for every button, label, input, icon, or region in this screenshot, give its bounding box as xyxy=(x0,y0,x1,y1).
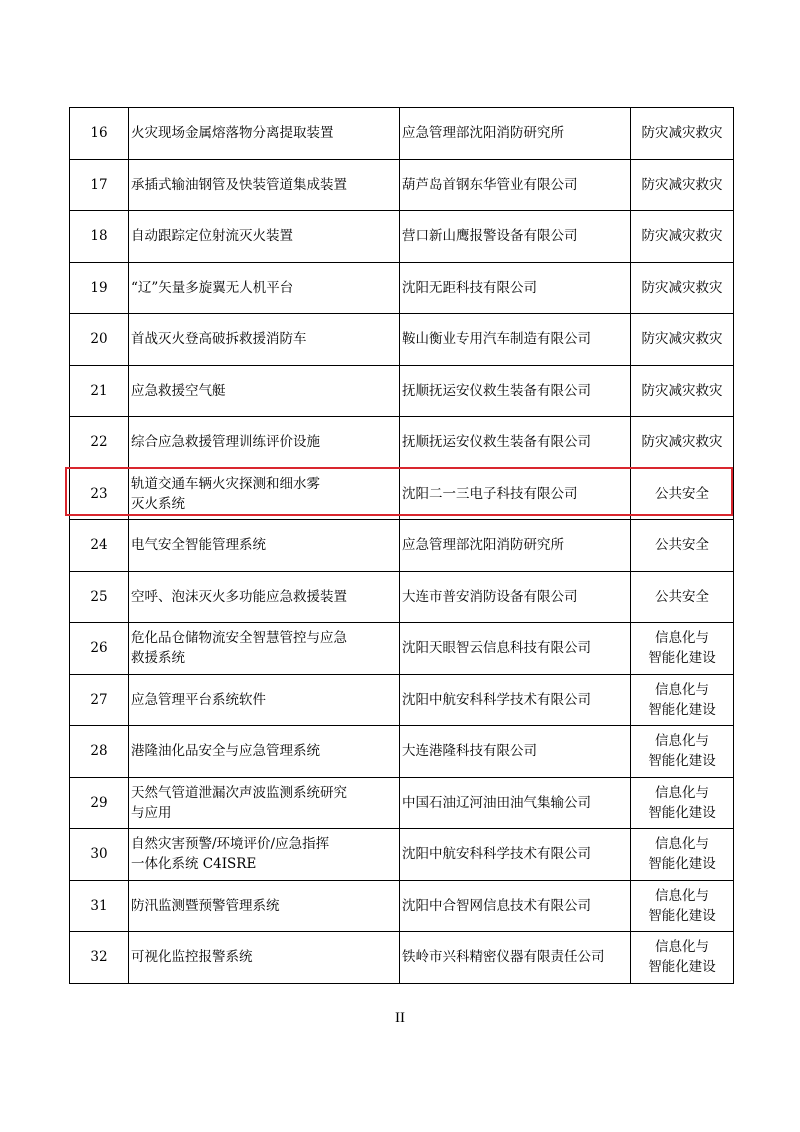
category-label: 信息化与 xyxy=(655,836,709,853)
row-number: 20 xyxy=(70,314,129,366)
row-number: 18 xyxy=(70,211,129,263)
organization-cell: 沈阳二一三电子科技有限公司 xyxy=(400,468,631,520)
category-cell xyxy=(631,108,734,160)
row-number: 28 xyxy=(70,726,129,778)
project-name: 轨道交通车辆火灾探测和细水雾 xyxy=(131,475,320,492)
project-name-cell xyxy=(129,468,400,520)
category-cell xyxy=(631,726,734,778)
row-number: 16 xyxy=(70,108,129,160)
project-name: 空呼、泡沫灭火多功能应急救援装置 xyxy=(131,588,347,605)
organization-cell: 铁岭市兴科精密仪器有限责任公司 xyxy=(400,932,631,984)
table-row xyxy=(70,726,734,778)
project-name: 灭火系统 xyxy=(131,495,185,512)
row-number: 24 xyxy=(70,520,129,572)
category-cell xyxy=(631,262,734,314)
project-name: 一体化系统 C4ISRE xyxy=(131,856,257,873)
project-name-cell xyxy=(129,880,400,932)
table-row xyxy=(70,211,734,263)
category-cell xyxy=(631,417,734,469)
category-label: 智能化建设 xyxy=(648,650,716,667)
project-name: 可视化监控报警系统 xyxy=(131,949,253,966)
category-cell xyxy=(631,211,734,263)
category-label: 信息化与 xyxy=(655,630,709,647)
project-name: 火灾现场金属熔落物分离提取装置 xyxy=(131,125,334,142)
organization-cell: 大连市普安消防设备有限公司 xyxy=(400,571,631,623)
project-name: 自然灾害预警/环境评价/应急指挥 xyxy=(131,836,330,853)
project-name-cell xyxy=(129,417,400,469)
row-number: 25 xyxy=(70,571,129,623)
table-row xyxy=(70,108,734,160)
category-cell xyxy=(631,674,734,726)
project-name-cell xyxy=(129,932,400,984)
project-name: 电气安全智能管理系统 xyxy=(131,537,266,554)
project-name-cell xyxy=(129,108,400,160)
row-number: 29 xyxy=(70,777,129,829)
project-name: 危化品仓储物流安全智慧管控与应急 xyxy=(131,630,347,647)
project-name-cell xyxy=(129,211,400,263)
category-label: 信息化与 xyxy=(655,733,709,750)
organization-cell: 营口新山鹰报警设备有限公司 xyxy=(400,211,631,263)
row-number: 17 xyxy=(70,159,129,211)
category-label: 防灾减灾救灾 xyxy=(641,382,723,399)
category-label: 信息化与 xyxy=(655,939,709,956)
row-number: 21 xyxy=(70,365,129,417)
organization-cell: 沈阳天眼智云信息科技有限公司 xyxy=(400,623,631,675)
project-name-cell xyxy=(129,623,400,675)
organization-cell: 应急管理部沈阳消防研究所 xyxy=(400,108,631,160)
category-label: 智能化建设 xyxy=(648,959,716,976)
project-name: 综合应急救援管理训练评价设施 xyxy=(131,434,320,451)
table-row xyxy=(70,880,734,932)
category-label: 防灾减灾救灾 xyxy=(641,279,723,296)
category-label: 智能化建设 xyxy=(648,856,716,873)
category-label: 智能化建设 xyxy=(648,804,716,821)
category-label: 智能化建设 xyxy=(648,701,716,718)
organization-cell: 沈阳中航安科科学技术有限公司 xyxy=(400,674,631,726)
table-row xyxy=(70,623,734,675)
table-row xyxy=(70,932,734,984)
project-name: 承插式输油钢管及快装管道集成装置 xyxy=(131,176,347,193)
category-label: 公共安全 xyxy=(655,588,709,605)
category-label: 防灾减灾救灾 xyxy=(641,125,723,142)
table-row xyxy=(70,520,734,572)
category-cell xyxy=(631,365,734,417)
category-label: 信息化与 xyxy=(655,887,709,904)
table-row xyxy=(70,468,734,520)
project-name-cell xyxy=(129,314,400,366)
category-label: 智能化建设 xyxy=(648,907,716,924)
organization-cell: 大连港隆科技有限公司 xyxy=(400,726,631,778)
project-name-cell xyxy=(129,262,400,314)
row-number: 30 xyxy=(70,829,129,881)
category-cell xyxy=(631,932,734,984)
project-name: 救援系统 xyxy=(131,650,185,667)
organization-cell: 沈阳中航安科科学技术有限公司 xyxy=(400,829,631,881)
organization-cell: 抚顺抚运安仪救生装备有限公司 xyxy=(400,365,631,417)
table-row xyxy=(70,314,734,366)
category-label: 公共安全 xyxy=(655,485,709,502)
organization-cell: 鞍山衡业专用汽车制造有限公司 xyxy=(400,314,631,366)
project-table xyxy=(69,107,734,984)
table-row xyxy=(70,365,734,417)
organization-cell: 中国石油辽河油田油气集输公司 xyxy=(400,777,631,829)
row-number: 27 xyxy=(70,674,129,726)
project-name-cell xyxy=(129,829,400,881)
row-number: 19 xyxy=(70,262,129,314)
project-name: 应急管理平台系统软件 xyxy=(131,691,266,708)
category-cell xyxy=(631,159,734,211)
organization-cell: 沈阳中合智网信息技术有限公司 xyxy=(400,880,631,932)
category-cell xyxy=(631,829,734,881)
category-cell xyxy=(631,314,734,366)
organization-cell: 抚顺抚运安仪救生装备有限公司 xyxy=(400,417,631,469)
category-label: 智能化建设 xyxy=(648,753,716,770)
category-cell xyxy=(631,623,734,675)
table-row xyxy=(70,417,734,469)
organization-cell: 应急管理部沈阳消防研究所 xyxy=(400,520,631,572)
project-name-cell xyxy=(129,571,400,623)
table-row xyxy=(70,674,734,726)
project-name: 自动跟踪定位射流灭火装置 xyxy=(131,228,293,245)
project-name-cell xyxy=(129,365,400,417)
category-cell xyxy=(631,880,734,932)
organization-cell: 葫芦岛首钢东华管业有限公司 xyxy=(400,159,631,211)
project-name: 应急救援空气艇 xyxy=(131,382,226,399)
row-number: 32 xyxy=(70,932,129,984)
category-label: 防灾减灾救灾 xyxy=(641,434,723,451)
category-label: 防灾减灾救灾 xyxy=(641,331,723,348)
project-name: 首战灭火登高破拆救援消防车 xyxy=(131,331,307,348)
page-number: II xyxy=(395,1010,405,1026)
project-name-cell xyxy=(129,674,400,726)
row-number: 23 xyxy=(70,468,129,520)
category-cell xyxy=(631,571,734,623)
table-row xyxy=(70,159,734,211)
table-row xyxy=(70,829,734,881)
table-body xyxy=(70,108,734,984)
project-name: 天然气管道泄漏次声波监测系统研究 xyxy=(131,784,347,801)
project-name-cell xyxy=(129,520,400,572)
project-name: “辽”矢量多旋翼无人机平台 xyxy=(131,279,294,296)
category-cell xyxy=(631,520,734,572)
category-label: 公共安全 xyxy=(655,537,709,554)
row-number: 22 xyxy=(70,417,129,469)
project-name: 防汛监测暨预警管理系统 xyxy=(131,897,280,914)
category-label: 信息化与 xyxy=(655,681,709,698)
table-row xyxy=(70,262,734,314)
project-name: 与应用 xyxy=(131,804,172,821)
table-row xyxy=(70,571,734,623)
category-cell xyxy=(631,777,734,829)
project-name-cell xyxy=(129,159,400,211)
category-label: 防灾减灾救灾 xyxy=(641,176,723,193)
row-number: 31 xyxy=(70,880,129,932)
category-label: 信息化与 xyxy=(655,784,709,801)
table-row xyxy=(70,777,734,829)
project-name-cell xyxy=(129,777,400,829)
row-number: 26 xyxy=(70,623,129,675)
category-label: 防灾减灾救灾 xyxy=(641,228,723,245)
project-name-cell xyxy=(129,726,400,778)
project-name: 港隆油化品安全与应急管理系统 xyxy=(131,743,320,760)
category-cell xyxy=(631,468,734,520)
organization-cell: 沈阳无距科技有限公司 xyxy=(400,262,631,314)
